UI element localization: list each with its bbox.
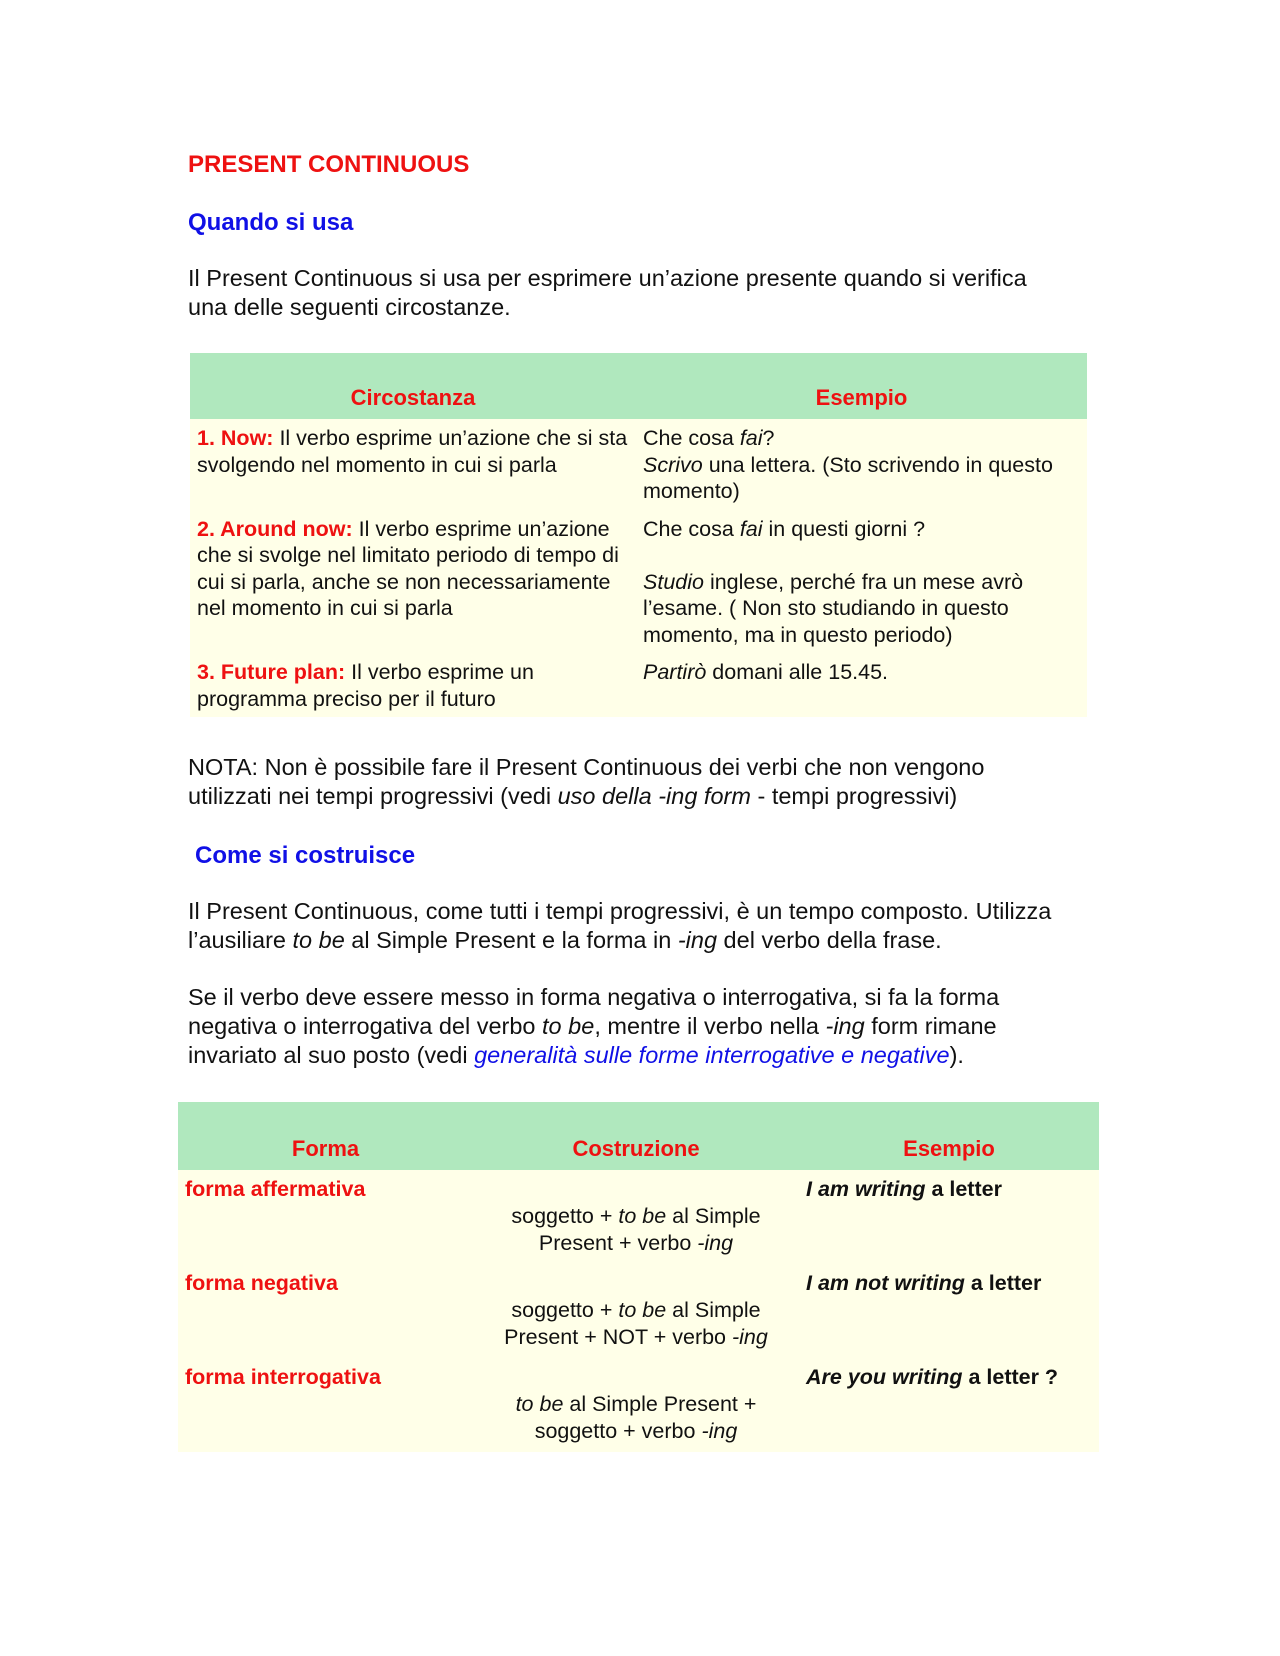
paragraph-emph: -ing [825, 1013, 865, 1039]
construction-cell [473, 1358, 799, 1452]
circumstance-cell [190, 510, 636, 654]
column-header: Circostanza [190, 353, 636, 419]
example-verb: Partirò [643, 660, 707, 684]
paragraph-emph: to be [292, 927, 345, 953]
example-cell [799, 1264, 1099, 1358]
section-heading-usage: Quando si usa [188, 209, 354, 236]
usage-intro: Il Present Continuous si usa per esprimere un’azione presente quando si verifica una delle seguenti circostanze. [188, 265, 1027, 320]
circumstance-label: 3. Future plan: [197, 660, 346, 684]
circumstance-desc: Il verbo esprime un’azione che si svolge nel limitato periodo di tempo di cui si parla, anche se non necessariamente nel momento in cui si parla [197, 516, 619, 620]
paragraph-text: Il Present Continuous, come tutti i tempi progressivi, è un tempo composto. Utilizza l’ausiliare [188, 898, 1052, 953]
example-text: domani alle 15.45. [706, 660, 889, 684]
note-text: - tempi progressivi) [750, 783, 958, 809]
circumstance-label: 2. Around now: [197, 516, 353, 541]
circumstance-cell [190, 653, 636, 717]
section-heading-construction: Come si costruisce [195, 842, 416, 869]
example-text: in questi giorni ? [762, 516, 926, 541]
form-name: forma interrogativa [178, 1358, 473, 1452]
example-text: a letter ? [962, 1365, 1059, 1389]
column-header: Forma [178, 1102, 473, 1170]
construction-emph: to be [618, 1298, 667, 1322]
table-row [178, 1170, 1099, 1264]
paragraph-text: form rimane invariato al suo posto (vedi [188, 1013, 997, 1068]
example-text: una lettera. (Sto scrivendo in questo momento) [643, 452, 1053, 503]
paragraph-text: al Simple Present e la forma in [344, 927, 678, 953]
paragraph-text: ). [949, 1042, 964, 1068]
note-text: NOTA: Non è possibile fare il Present Continuous dei verbi che non vengono utilizzati nei tempi progressivi (vedi [188, 754, 985, 809]
table-header-row [190, 353, 1087, 419]
table-row [178, 1264, 1099, 1358]
example-verb: fai [739, 516, 763, 541]
note-reference: uso della -ing form [557, 783, 751, 809]
example-text: a letter [964, 1271, 1042, 1295]
construction-cell [473, 1264, 799, 1358]
construction-text: al Simple Present + verbo [538, 1204, 761, 1255]
example-text: Che cosa [643, 426, 740, 450]
circumstance-desc: Il verbo esprime un programma preciso per il futuro [197, 660, 534, 711]
note-paragraph [188, 753, 1068, 811]
example-cell [636, 419, 1087, 510]
example-cell [799, 1358, 1099, 1452]
construction-emph: -ing [697, 1230, 734, 1255]
paragraph-text: Se il verbo deve essere messo in forma negativa o interrogativa, si fa la forma negativa o interrogativa del verbo [188, 984, 1000, 1039]
circumstance-label: 1. Now: [197, 426, 274, 450]
example-verb: Are you writing [806, 1365, 963, 1389]
construction-text: al Simple Present + NOT + verbo [504, 1298, 761, 1349]
circumstances-table [190, 353, 1087, 717]
page-title: PRESENT CONTINUOUS [188, 151, 470, 178]
paragraph-text: del verbo della frase. [717, 927, 942, 953]
form-name: forma negativa [178, 1264, 473, 1358]
form-name: forma affermativa [178, 1170, 473, 1264]
table-row [190, 510, 1087, 654]
table-row [178, 1358, 1099, 1452]
circumstance-cell [190, 419, 636, 510]
example-verb: Studio [643, 569, 704, 594]
document-body [188, 148, 1088, 322]
construction-table [178, 1102, 1099, 1452]
table-row [190, 653, 1087, 717]
example-cell [636, 653, 1087, 717]
construction-text: soggetto + [511, 1204, 619, 1228]
column-header: Costruzione [473, 1102, 799, 1170]
example-text: inglese, perché fra un mese avrò l’esame. ( Non sto studiando in questo momento, ma in questo periodo) [643, 569, 1024, 647]
document-body-2 [188, 753, 1088, 1070]
forms-reference-link[interactable]: generalità sulle forme interrogative e negative [474, 1042, 950, 1068]
construction-text: al Simple Present + soggetto + verbo [534, 1392, 757, 1443]
construction-emph: to be [515, 1392, 564, 1416]
construction-emph: -ing [701, 1418, 738, 1443]
construction-emph: -ing [732, 1324, 768, 1349]
example-cell [799, 1170, 1099, 1264]
negative-form-paragraph [188, 983, 1068, 1070]
table-header-row [178, 1102, 1099, 1170]
construction-paragraph [188, 897, 1078, 955]
column-header: Esempio [636, 353, 1087, 419]
example-verb: Scrivo [643, 452, 703, 477]
example-verb: I am not writing [806, 1271, 965, 1295]
construction-emph: to be [618, 1204, 667, 1228]
example-text: ? [762, 426, 775, 450]
paragraph-emph: -ing [677, 927, 718, 953]
column-header: Esempio [799, 1102, 1099, 1170]
example-text: a letter [925, 1177, 1002, 1201]
example-verb: fai [739, 426, 763, 450]
construction-cell [473, 1170, 799, 1264]
circumstance-desc: Il verbo esprime un’azione che si sta svolgendo nel momento in cui si parla [197, 426, 628, 477]
example-cell [636, 510, 1087, 654]
construction-text: soggetto + [511, 1298, 619, 1322]
example-verb: I am writing [806, 1177, 926, 1201]
paragraph-emph: to be [542, 1013, 595, 1039]
paragraph-text: , mentre il verbo nella [594, 1013, 826, 1039]
example-text: Che cosa [643, 516, 740, 541]
table-row [190, 419, 1087, 510]
